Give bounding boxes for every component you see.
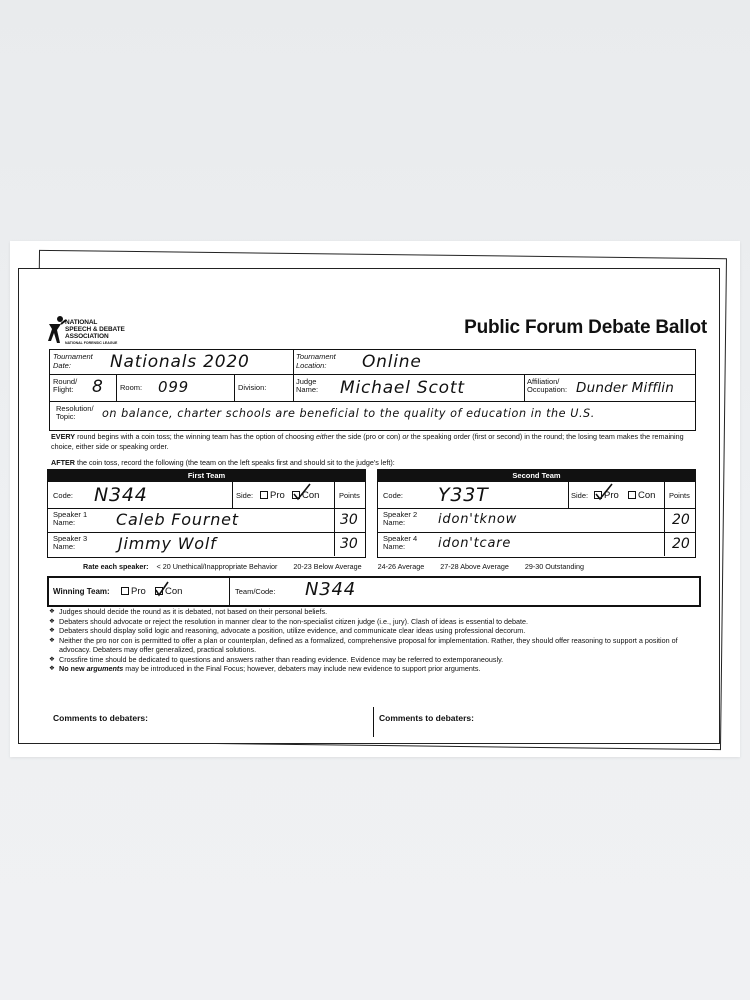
- speaker3-label: Speaker 3 Name:: [53, 534, 88, 551]
- con-checkbox[interactable]: [628, 491, 636, 499]
- tournament-date-label: Tournament Date:: [53, 352, 93, 370]
- speaker-figure-icon: [47, 315, 67, 345]
- comments-left-label: Comments to debaters:: [53, 713, 148, 723]
- judge-name-value[interactable]: Michael Scott: [340, 378, 465, 398]
- second-team-code-label: Code:: [383, 491, 404, 500]
- winner-con-option[interactable]: Con: [155, 586, 182, 597]
- division-label: Division:: [238, 383, 267, 392]
- after-toss-instructions: AFTER the coin toss, record the following (the team on the left speaks first and should sit to the judge's left):: [51, 458, 395, 467]
- coin-toss-instructions: EVERY round begins with a coin toss; the winning team has the option of choosing either the side (pro or con) or the speaking order (first or second) in the round; the losing team makes the remaining choice, either side or speaking order.: [51, 432, 684, 451]
- rule-item-final-focus: ❖ No new arguments may be introduced in the Final Focus; however, debaters may include new evidence to support prior arguments.: [49, 664, 699, 674]
- pro-checkbox[interactable]: [121, 587, 129, 595]
- speaker1-name[interactable]: Caleb Fournet: [116, 510, 239, 529]
- check-mark-icon: [292, 483, 312, 501]
- judging-rules: [49, 607, 699, 674]
- speaker1-points[interactable]: 30: [340, 512, 358, 528]
- speaker3-points[interactable]: 30: [340, 536, 358, 552]
- comments-left-field[interactable]: [53, 727, 368, 741]
- first-team-con-option[interactable]: Con: [292, 490, 319, 501]
- first-team-side-label: Side:: [236, 491, 254, 500]
- winning-team-label: Winning Team:: [53, 587, 110, 596]
- speaker4-name[interactable]: idon'tcare: [438, 536, 512, 551]
- speaker4-label: Speaker 4 Name:: [383, 534, 418, 551]
- logo-tagline: NATIONAL FORENSIC LEAGUE: [65, 341, 118, 345]
- first-team-code-label: Code:: [53, 491, 74, 500]
- pro-checkbox[interactable]: [260, 491, 268, 499]
- rule-item: ❖ Crossfire time should be dedicated to questions and answers rather than reading evidence. Evidence may be referred to extemporaneously.: [49, 655, 699, 665]
- ballot-title: Public Forum Debate Ballot: [464, 317, 707, 338]
- room-label: Room:: [120, 383, 143, 392]
- speaker2-name[interactable]: idon'tknow: [438, 512, 518, 527]
- round-flight-label: Round/ Flight:: [53, 377, 78, 394]
- first-team-table: [47, 469, 366, 558]
- second-team-heading: Second Team: [378, 470, 695, 482]
- winning-team-box: [47, 576, 701, 607]
- tournament-date-value[interactable]: Nationals 2020: [110, 352, 250, 372]
- room-value[interactable]: 099: [158, 378, 190, 396]
- rule-item: ❖ Neither the pro nor con is permitted to offer a plan or counterplan, defined as a formalized, comprehensive proposal for implementation. Rather, they should offer reasoning to support a position of advocacy. Debaters may offer generalized, practical solutions.: [49, 636, 699, 655]
- check-mark-icon: [594, 483, 614, 501]
- affiliation-value[interactable]: Dunder Mifflin: [576, 380, 674, 396]
- speaker2-points[interactable]: 20: [672, 512, 690, 528]
- rating-scale: Rate each speaker: < 20 Unethical/Inappropriate Behavior 20-23 Below Average 24-26 Average 27-28 Above Average 29-30 Outstanding: [83, 562, 584, 571]
- second-team-table: [377, 469, 696, 558]
- team-code-label: Team/Code:: [235, 587, 276, 596]
- tournament-location-value[interactable]: Online: [362, 352, 422, 372]
- resolution-label: Resolution/ Topic:: [56, 404, 94, 421]
- first-team-heading: First Team: [48, 470, 365, 482]
- rule-item: ❖ Debaters should display solid logic and reasoning, advocate a position, utilize evidence, and communicate clear ideas using professional decorum.: [49, 626, 699, 636]
- check-mark-icon: [154, 581, 170, 597]
- header-box: [49, 349, 696, 431]
- speaker2-label: Speaker 2 Name:: [383, 510, 418, 527]
- comments-divider: [373, 707, 374, 737]
- judge-name-label: Judge Name:: [296, 377, 319, 394]
- nsda-logo: [47, 311, 157, 351]
- second-team-code-value[interactable]: Y33T: [438, 484, 489, 506]
- first-team-pro-option[interactable]: Pro: [260, 490, 285, 501]
- resolution-value[interactable]: on balance, charter schools are beneficial to the quality of education in the U.S.: [102, 407, 595, 420]
- ballot-sheet: [18, 268, 720, 744]
- comments-right-label: Comments to debaters:: [379, 713, 474, 723]
- round-value[interactable]: 8: [92, 377, 104, 397]
- first-team-code-value[interactable]: N344: [94, 484, 148, 506]
- first-team-points-label: Points: [339, 491, 360, 500]
- speaker3-name[interactable]: Jimmy Wolf: [118, 534, 217, 553]
- winning-team-code[interactable]: N344: [305, 579, 357, 600]
- logo-name: NATIONAL SPEECH & DEBATE ASSOCIATION: [65, 319, 125, 340]
- winner-pro-option[interactable]: Pro: [121, 586, 146, 597]
- rule-item: ❖ Judges should decide the round as it is debated, not based on their personal beliefs.: [49, 607, 699, 617]
- speaker4-points[interactable]: 20: [672, 536, 690, 552]
- division-field[interactable]: [273, 380, 291, 394]
- second-team-con-option[interactable]: Con: [628, 490, 655, 501]
- affiliation-label: Affiliation/ Occupation:: [527, 377, 568, 394]
- rule-item: ❖ Debaters should advocate or reject the resolution in manner clear to the non-specialist citizen judge (i.e., jury). Clash of ideas is essential to debate.: [49, 617, 699, 627]
- speaker1-label: Speaker 1 Name:: [53, 510, 88, 527]
- second-team-side-label: Side:: [571, 491, 589, 500]
- tournament-location-label: Tournament Location:: [296, 352, 336, 370]
- second-team-pro-option[interactable]: Pro: [594, 490, 619, 501]
- second-team-points-label: Points: [669, 491, 690, 500]
- comments-right-field[interactable]: [379, 727, 694, 741]
